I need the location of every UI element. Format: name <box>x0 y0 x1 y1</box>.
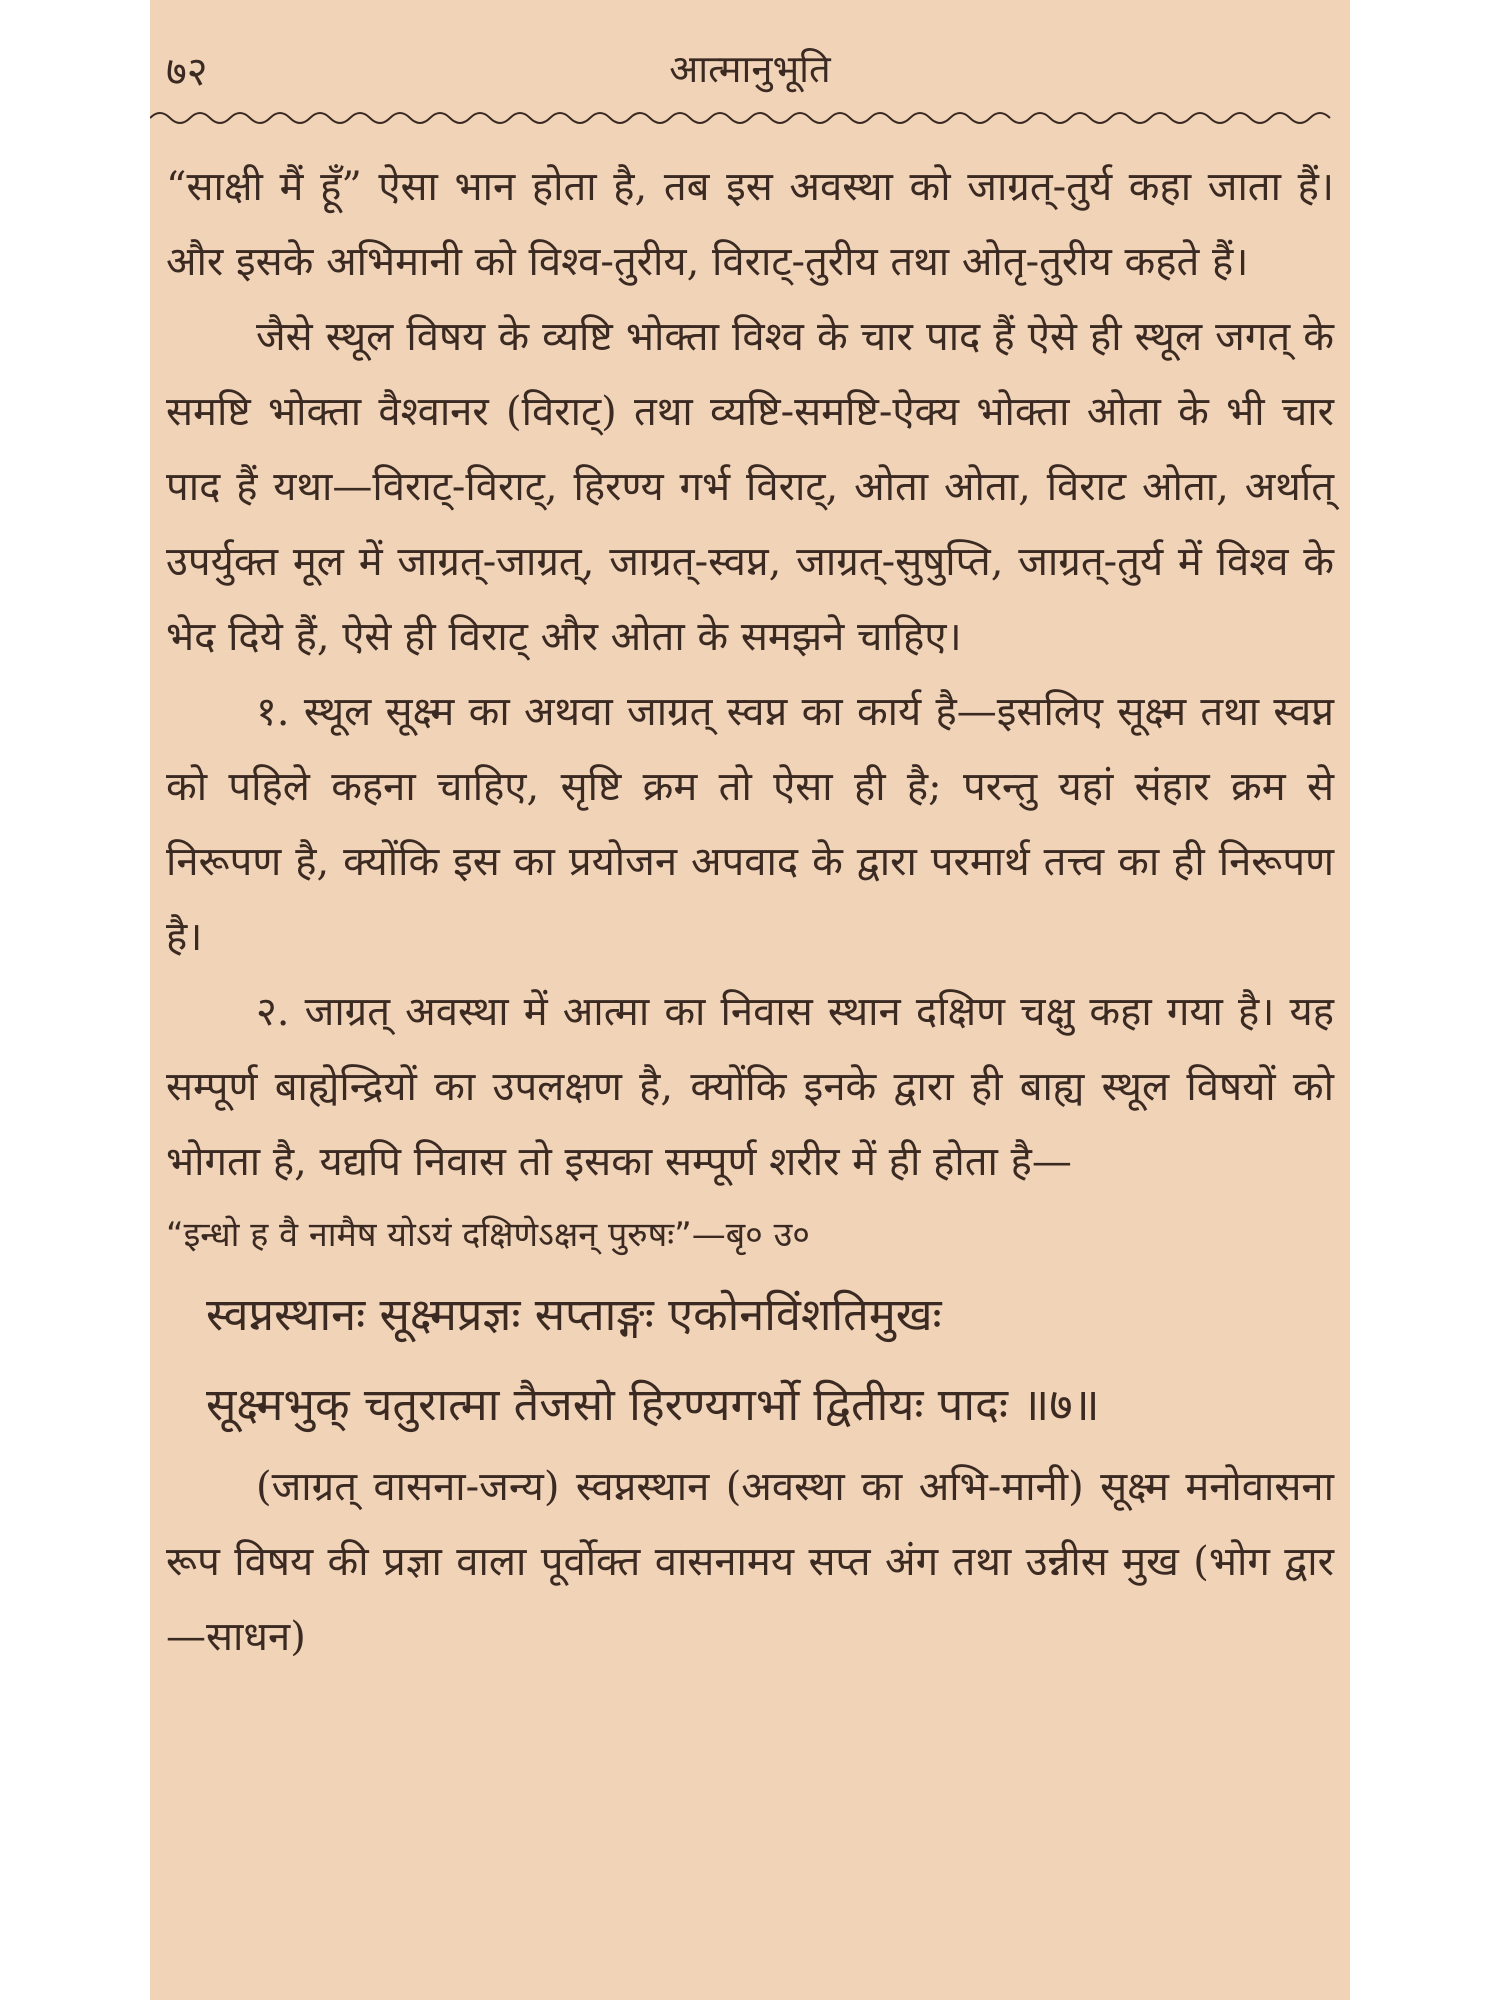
paragraph: जैसे स्थूल विषय के व्यष्टि भोक्ता विश्व के चार पाद हैं ऐसे ही स्थूल जगत् के समष्टि भोक्ता वैश्वानर (विराट्) तथा व्यष्टि-समष्टि-ऐक्य भोक्ता ओता के भी चार पाद हैं यथा—विराट्-विराट्, हिरण्य गर्भ विराट्, ओता ओता, विराट ओता, अर्थात् उपर्युक्त मूल में जाग्रत्-जाग्रत्, जाग्रत्-स्वप्न, जाग्रत्-सुषुप्ति, जाग्रत्-तुर्य में विश्व के भेद दिये हैं, ऐसे ही विराट् और ओता के समझने चाहिए। <box>166 314 1334 660</box>
wavy-rule <box>150 104 1350 134</box>
paragraph: “साक्षी मैं हूँ” ऐसा भान होता है, तब इस अवस्था को जाग्रत्-तुर्य कहा जाता हैं। और इसके अभिमानी को विश्व-तुरीय, विराट्-तुरीय तथा ओतृ-तुरीय कहते हैं। <box>166 164 1334 285</box>
paragraph: १. स्थूल सूक्ष्म का अथवा जाग्रत् स्वप्न का कार्य है—इसलिए सूक्ष्म तथा स्वप्न को पहिले कहना चाहिए, सृष्टि क्रम तो ऐसा ही है; परन्तु यहां संहार क्रम से निरूपण है, क्योंकि इस का प्रयोजन अपवाद के द्वारा परमार्थ तत्त्व का ही निरूपण है। <box>166 689 1334 960</box>
body-text <box>166 150 1334 1675</box>
page-header <box>150 38 1350 98</box>
running-title: आत्मानुभूति <box>669 47 831 91</box>
paragraph: २. जाग्रत् अवस्था में आत्मा का निवास स्थान दक्षिण चक्षु कहा गया है। यह सम्पूर्ण बाह्येन्द्रियों का उपलक्षण है, क्योंकि इनके द्वारा ही बाह्य स्थूल विषयों को भोगता है, यद्यपि निवास तो इसका सम्पूर्ण शरीर में ही होता है— <box>166 989 1334 1185</box>
page-number: ७२ <box>166 49 208 95</box>
verse-line: सूक्ष्मभुक् चतुरात्मा तैजसो हिरण्यगर्भो द्वितीयः पादः ॥७॥ <box>206 1378 1100 1431</box>
verse-line: स्वप्नस्थानः सूक्ष्मप्रज्ञः सप्ताङ्गः एकोनविंशतिमुखः <box>206 1288 942 1341</box>
book-page <box>150 0 1350 2000</box>
scripture-quote: “इन्धो ह वै नामैष योऽयं दक्षिणेऽक्षन् पुरुषः”—बृ० उ० <box>166 1215 810 1255</box>
commentary: (जाग्रत् वासना-जन्य) स्वप्नस्थान (अवस्था का अभि-मानी) सूक्ष्म मनोवासना रूप विषय की प्रज्ञा वाला पूर्वोक्त वासनामय सप्त अंग तथा उन्नीस मुख (भोग द्वार—साधन) <box>166 1464 1334 1660</box>
